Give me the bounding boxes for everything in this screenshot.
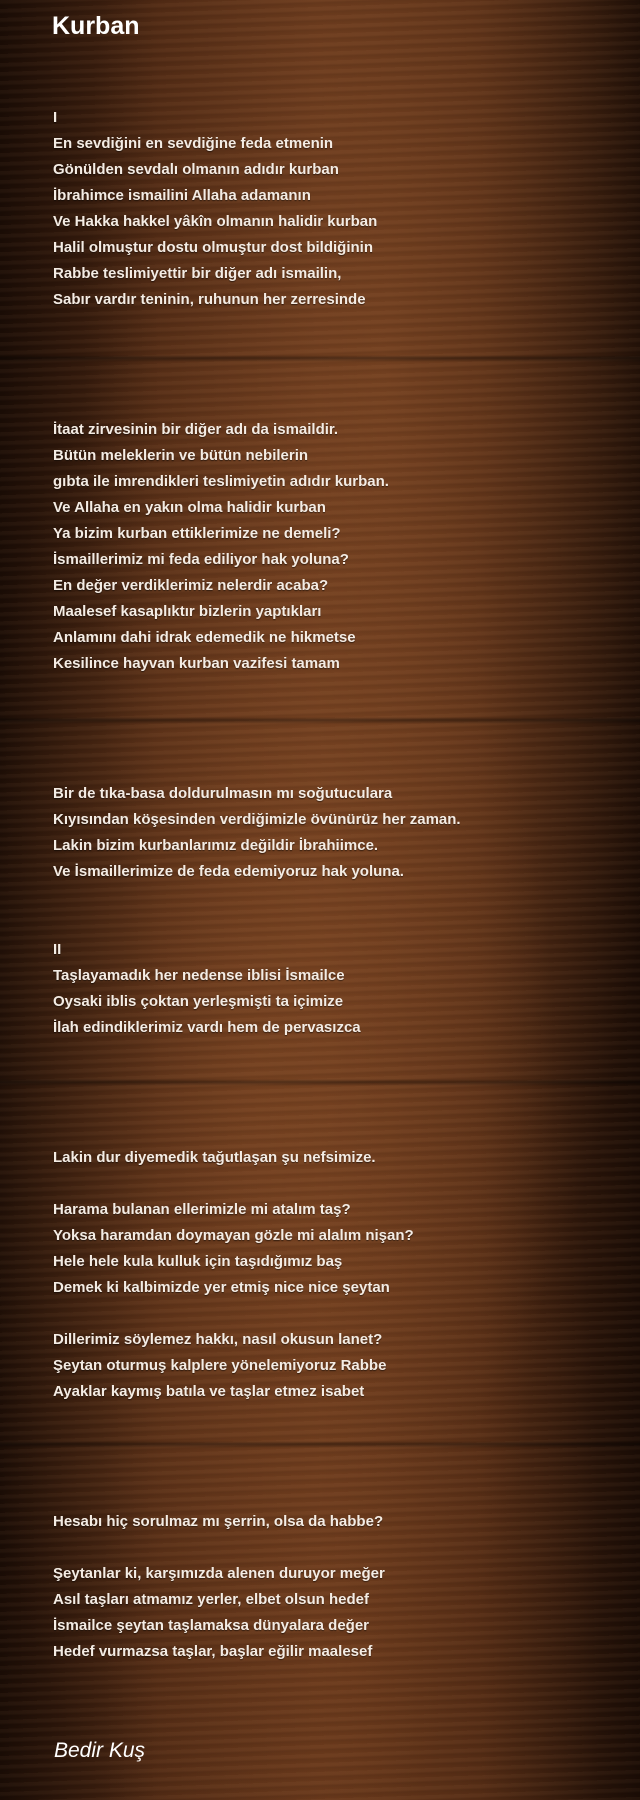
stanza xyxy=(53,417,613,677)
poem-line: Yoksa haramdan doymayan gözle mi alalım nişan? xyxy=(53,1227,414,1244)
poem-line: Halil olmuştur dostu olmuştur dost bildiğinin xyxy=(53,239,373,256)
stanza xyxy=(53,1327,613,1405)
author-signature: Bedir Kuş xyxy=(54,1739,146,1762)
poem-line: Rabbe teslimiyettir bir diğer adı ismailin, xyxy=(53,265,342,282)
poem-line: Bütün meleklerin ve bütün nebilerin xyxy=(53,447,309,464)
poem-line: Şeytan oturmuş kalplere yönelemiyoruz Rabbe xyxy=(53,1357,387,1374)
poem-line: Anlamını dahi idrak edemedik ne hikmetse xyxy=(53,629,356,646)
stanza xyxy=(53,1145,613,1171)
poem-line: Dillerimiz söylemez hakkı, nasıl okusun lanet? xyxy=(53,1331,383,1348)
poem-line: Gönülden sevdalı olmanın adıdır kurban xyxy=(53,161,339,178)
poem-line: Maalesef kasaplıktır bizlerin yaptıkları xyxy=(53,603,322,620)
stanza xyxy=(53,105,613,313)
poem-line: Hele hele kula kulluk için taşıdığımız baş xyxy=(53,1253,343,1270)
poem-line: Demek ki kalbimizde yer etmiş nice nice şeytan xyxy=(53,1279,390,1296)
poem-line: Bir de tıka-basa doldurulmasın mı soğutuculara xyxy=(53,785,393,802)
stanza xyxy=(53,781,613,885)
poem-line: En değer verdiklerimiz nelerdir acaba? xyxy=(53,577,329,594)
poem-line: Asıl taşları atmamız yerler, elbet olsun hedef xyxy=(53,1591,369,1608)
poem-line: Kıyısından köşesinden verdiğimizle övünürüz her zaman. xyxy=(53,811,461,828)
poem-line: Ve Allaha en yakın olma halidir kurban xyxy=(53,499,326,516)
poem-line: En sevdiğini en sevdiğine feda etmenin xyxy=(53,135,334,152)
poem-line: gıbta ile imrendikleri teslimiyetin adıdır kurban. xyxy=(53,473,389,490)
poem-line: Taşlayamadık her nedense iblisi İsmailce xyxy=(53,967,345,984)
poem-line: Ve Hakka hakkel yâkîn olmanın halidir kurban xyxy=(53,213,378,230)
stanza xyxy=(53,1561,613,1665)
poem-line: Ayaklar kaymış batıla ve taşlar etmez isabet xyxy=(53,1383,365,1400)
stanza xyxy=(53,1197,613,1301)
poem-line: Ya bizim kurban ettiklerimize ne demeli? xyxy=(53,525,341,542)
poem-line: Kesilince hayvan kurban vazifesi tamam xyxy=(53,655,340,672)
poem-body xyxy=(53,105,613,1665)
poem-line: Sabır vardır teninin, ruhunun her zerresinde xyxy=(53,291,366,308)
poem-line: İsmaillerimiz mi feda ediliyor hak yoluna? xyxy=(53,551,349,568)
poem-line: İlah edindiklerimiz vardı hem de pervasızca xyxy=(53,1019,361,1036)
poem-line: İsmailce şeytan taşlamaksa dünyalara değer xyxy=(53,1617,370,1634)
poem-line: Hesabı hiç sorulmaz mı şerrin, olsa da habbe? xyxy=(53,1513,384,1530)
poem-title: Kurban xyxy=(52,12,140,40)
poem-line: I xyxy=(53,109,58,126)
poem-line: İbrahimce ismailini Allaha adamanın xyxy=(53,187,311,204)
poem-line: Hedef vurmazsa taşlar, başlar eğilir maalesef xyxy=(53,1643,373,1660)
poem-line: Şeytanlar ki, karşımızda alenen duruyor meğer xyxy=(53,1565,385,1582)
poem-line: Oysaki iblis çoktan yerleşmişti ta içimize xyxy=(53,993,344,1010)
poem-line: İtaat zirvesinin bir diğer adı da ismaildir. xyxy=(53,421,339,438)
stanza xyxy=(53,937,613,1041)
poem-line: II xyxy=(53,941,62,958)
poem-line: Lakin dur diyemedik tağutlaşan şu nefsimize. xyxy=(53,1149,376,1166)
stanza xyxy=(53,1509,613,1535)
poem-line: Lakin bizim kurbanlarımız değildir İbrahiimce. xyxy=(53,837,379,854)
poem-line: Ve İsmaillerimize de feda edemiyoruz hak yoluna. xyxy=(53,863,404,880)
poem-line: Harama bulanan ellerimizle mi atalım taş? xyxy=(53,1201,351,1218)
